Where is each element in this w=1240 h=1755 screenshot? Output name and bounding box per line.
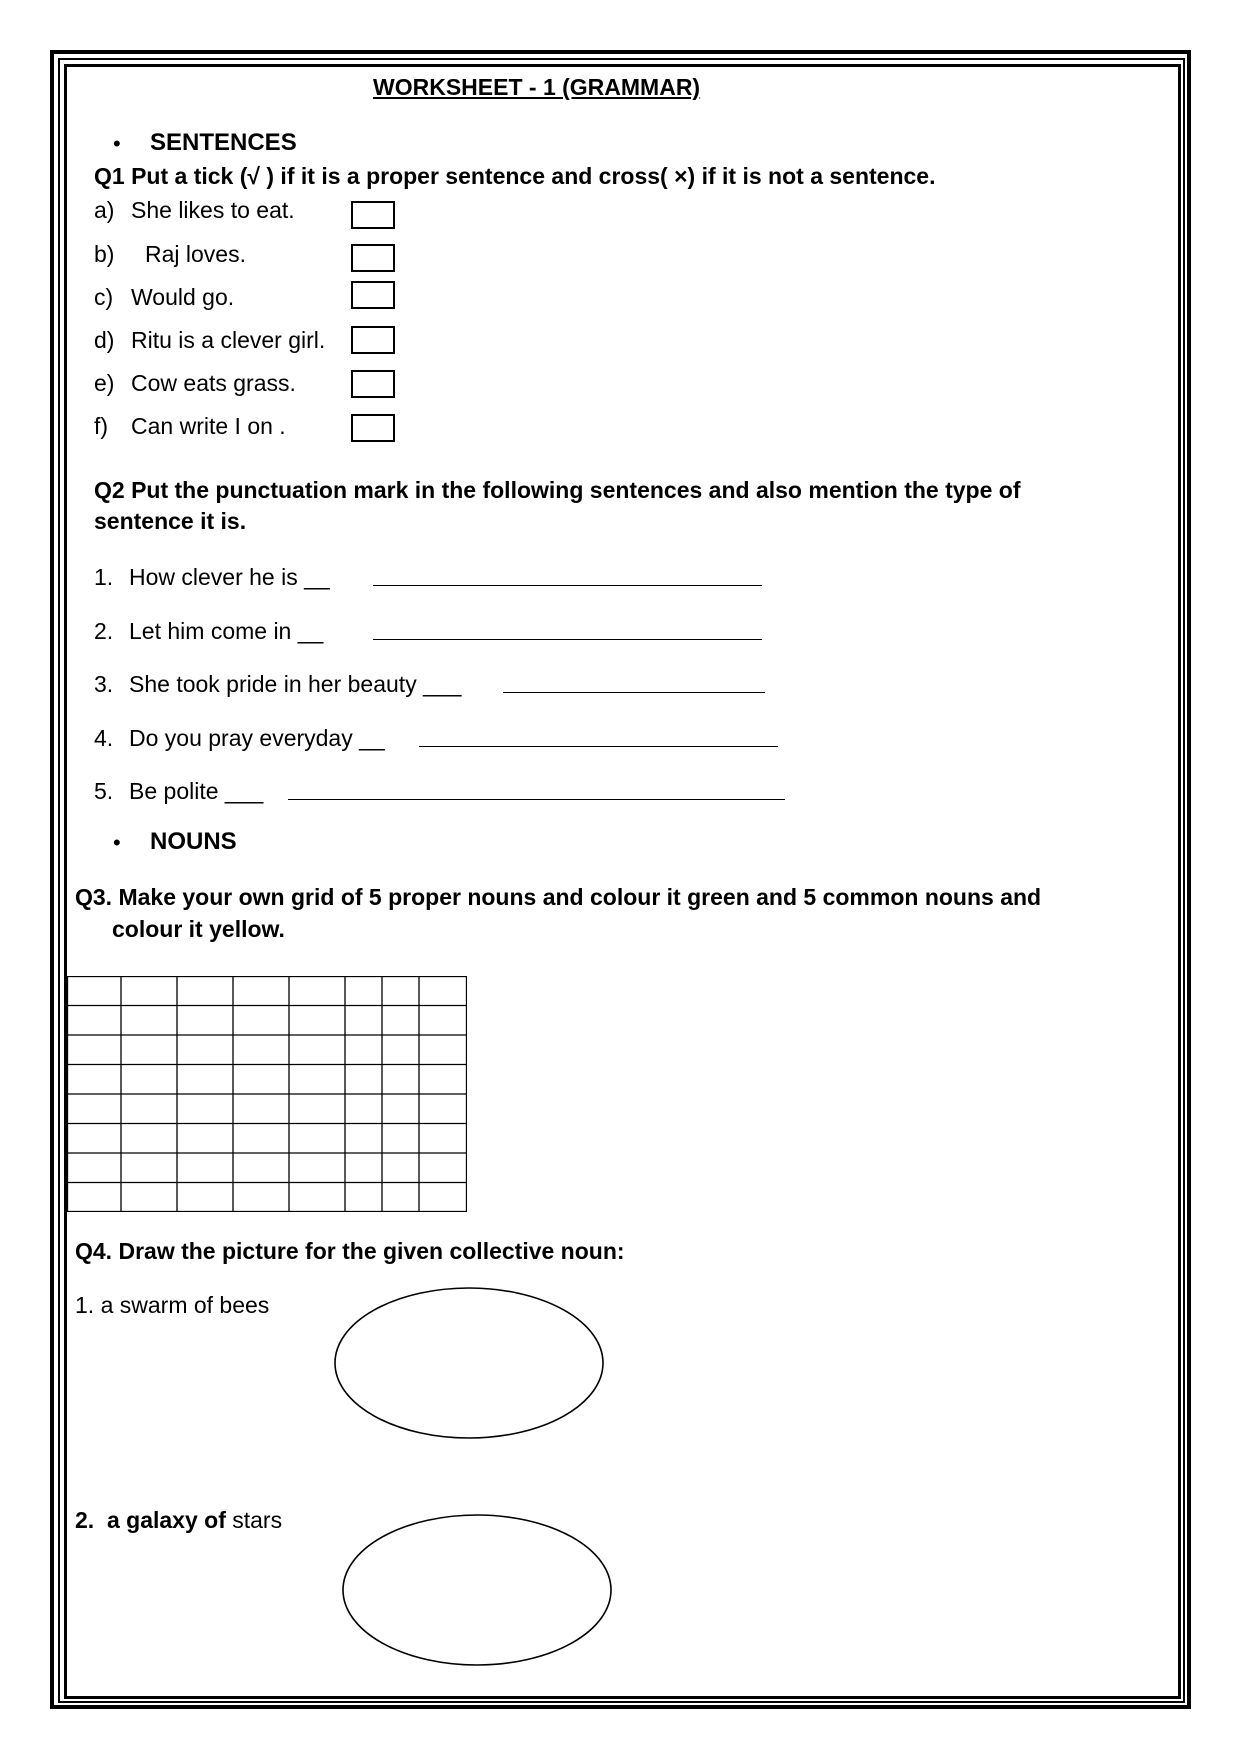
drawing-oval-2[interactable] (341, 1513, 613, 1667)
tick-box[interactable] (351, 201, 395, 229)
q1-item-text: Cow eats grass. (131, 370, 296, 396)
section-nouns: NOUNS (150, 828, 237, 855)
q4-item2-bold: a galaxy of (106, 1507, 226, 1533)
q1-item-letter: d) (94, 327, 115, 353)
q3-prompt-line2: colour it yellow. (112, 916, 285, 942)
q4-item2-num: 2. (75, 1507, 95, 1533)
tick-box[interactable] (351, 281, 395, 309)
tick-box[interactable] (351, 370, 395, 398)
q1-item-text: Ritu is a clever girl. (131, 327, 326, 353)
q2-item-num: 4. (94, 725, 114, 751)
q1-prompt: Q1 Put a tick (√ ) if it is a proper sentence and cross( ×) if it is not a sentence. (94, 163, 936, 189)
q2-item-num: 5. (94, 778, 114, 804)
drawing-oval-1[interactable] (333, 1286, 605, 1440)
q4-item2-rest: stars (232, 1507, 283, 1533)
q2-item-text: Do you pray everyday __ (129, 725, 385, 751)
bullet-dot: • (113, 131, 121, 156)
q2-item-text: Let him come in __ (129, 618, 324, 644)
answer-line[interactable] (288, 799, 785, 800)
q1-item-letter: e) (94, 370, 115, 396)
q2-prompt-line1: Q2 Put the punctuation mark in the following sentences and also mention the type of (94, 477, 1021, 503)
q1-item-text: She likes to eat. (131, 197, 295, 223)
q2-item-text: She took pride in her beauty ___ (129, 671, 462, 697)
q2-item-text: How clever he is __ (129, 564, 330, 590)
answer-line[interactable] (503, 692, 765, 693)
q2-item-num: 3. (94, 671, 114, 697)
answer-line[interactable] (373, 585, 762, 586)
answer-line[interactable] (373, 639, 762, 640)
worksheet-title: WORKSHEET - 1 (GRAMMAR) (373, 74, 701, 100)
q1-item-letter: b) (94, 241, 115, 267)
q4-prompt: Q4. Draw the picture for the given collective noun: (75, 1238, 625, 1264)
answer-line[interactable] (419, 746, 778, 747)
q4-item1: 1. a swarm of bees (75, 1292, 270, 1318)
q2-item-num: 1. (94, 564, 114, 590)
noun-grid[interactable] (67, 976, 467, 1212)
q4-item2 (75, 1507, 282, 1534)
q3-prompt-line1: Q3. Make your own grid of 5 proper nouns and colour it green and 5 common nouns and (75, 884, 1042, 910)
q1-item-text: Raj loves. (145, 241, 246, 267)
q1-item-text: Can write I on . (131, 413, 286, 439)
q2-item-text: Be polite ___ (129, 778, 264, 804)
tick-box[interactable] (351, 326, 395, 354)
q1-item-text: Would go. (131, 284, 235, 310)
bullet-dot: • (113, 830, 121, 855)
q1-item-letter: c) (94, 284, 114, 310)
section-sentences: SENTENCES (150, 129, 297, 156)
q2-item-num: 2. (94, 618, 114, 644)
q2-prompt-line2: sentence it is. (94, 508, 247, 534)
q1-item-letter: a) (94, 197, 115, 223)
tick-box[interactable] (351, 414, 395, 442)
tick-box[interactable] (351, 244, 395, 272)
q1-item-letter: f) (94, 413, 109, 439)
